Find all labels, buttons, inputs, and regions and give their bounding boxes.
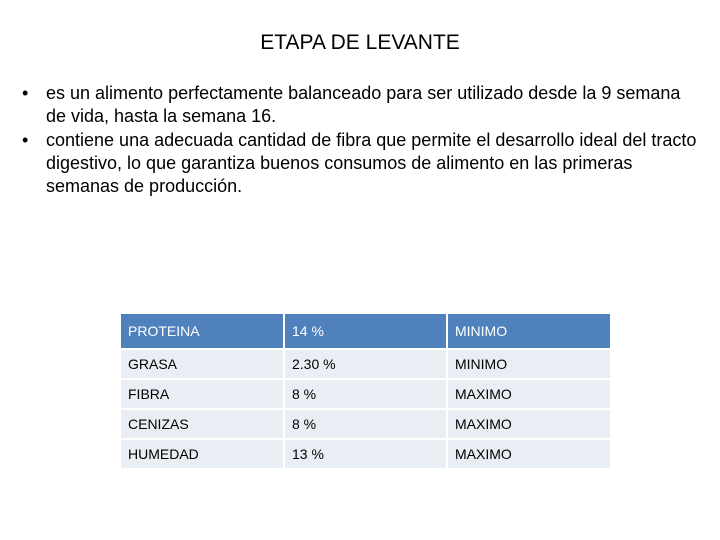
- bullet-item: [22, 129, 702, 198]
- table-header-row: [121, 314, 610, 349]
- table-row: [121, 349, 610, 379]
- bullet-item: [22, 82, 702, 128]
- bullet-text: contiene una adecuada cantidad de fibra que permite el desarrollo ideal del tracto digestivo, lo que garantiza buenos consumos de alimento en las primeras semanas de producción.: [46, 130, 697, 196]
- percentage-cell: 13 %: [284, 439, 447, 469]
- nutrient-cell: PROTEINA: [121, 314, 284, 349]
- bullet-list: [22, 82, 702, 199]
- bullet-text: es un alimento perfectamente balanceado para ser utilizado desde la 9 semana de vida, hasta la semana 16.: [46, 83, 681, 126]
- nutrient-cell: HUMEDAD: [121, 439, 284, 469]
- limit-cell: MINIMO: [447, 349, 610, 379]
- bullet-dot-icon: •: [22, 130, 29, 150]
- bullet-dot-icon: •: [22, 83, 29, 103]
- nutrient-table: [121, 314, 610, 470]
- table-row: [121, 439, 610, 469]
- table-row: [121, 379, 610, 409]
- nutrient-cell: FIBRA: [121, 379, 284, 409]
- percentage-cell: 8 %: [284, 379, 447, 409]
- percentage-cell: 8 %: [284, 409, 447, 439]
- percentage-cell: 14 %: [284, 314, 447, 349]
- table-row: [121, 409, 610, 439]
- limit-cell: MINIMO: [447, 314, 610, 349]
- limit-cell: MAXIMO: [447, 379, 610, 409]
- nutrient-cell: GRASA: [121, 349, 284, 379]
- nutrient-cell: CENIZAS: [121, 409, 284, 439]
- percentage-cell: 2.30 %: [284, 349, 447, 379]
- limit-cell: MAXIMO: [447, 409, 610, 439]
- limit-cell: MAXIMO: [447, 439, 610, 469]
- slide-title: ETAPA DE LEVANTE: [260, 31, 460, 54]
